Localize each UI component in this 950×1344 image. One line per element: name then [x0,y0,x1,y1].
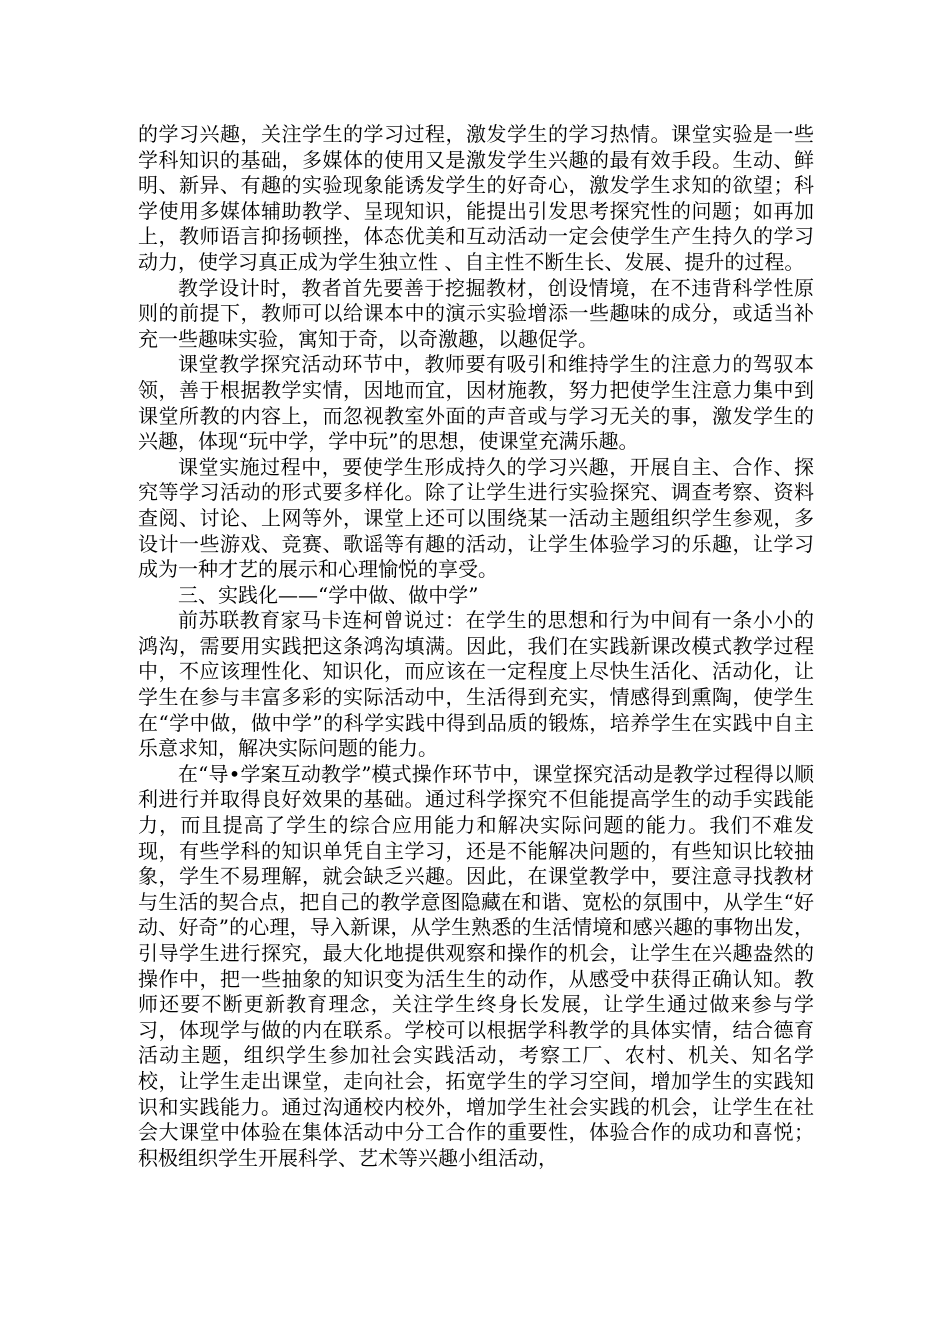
document-body [138,122,814,1171]
paragraph-practice: 前苏联教育家马卡连柯曾说过：在学生的思想和行为中间有一条小小的鸿沟，需要用实践把这条鸿沟填满。因此，我们在实践新课改模式教学过程中，不应该理性化、知识化，而应该在一定程度上尽快生活化、活动化，让学生在参与丰富多彩的实际活动中，生活得到充实，情感得到熏陶，使学生在“学中做，做中学”的科学实践中得到品质的锻炼，培养学生在实践中自主乐意求知，解决实际问题的能力。 [138,608,814,761]
paragraph-inquiry-activity: 课堂教学探究活动环节中，教师要有吸引和维持学生的注意力的驾驭本领，善于根据教学实情，因地而宜，因材施教，努力把使学生注意力集中到课堂所教的内容上，而忽视教室外面的声音或与学习无关的事，激发学生的兴趣，体现“玩中学，学中玩”的思想，使课堂充满乐趣。 [138,352,814,454]
paragraph-continuation: 的学习兴趣，关注学生的学习过程，激发学生的学习热情。课堂实验是一些学科知识的基础，多媒体的使用又是激发学生兴趣的最有效手段。生动、鲜明、新异、有趣的实验现象能诱发学生的好奇心，激发学生求知的欲望；科学使用多媒体辅助教学、呈现知识，能提出引发思考探究性的问题；如再加上，教师语言抑扬顿挫，体态优美和互动活动一定会使学生产生持久的学习动力，使学习真正成为学生独立性 、自主性不断生长、发展、提升的过程。 [138,122,814,274]
paragraph-implementation: 课堂实施过程中，要使学生形成持久的学习兴趣，开展自主、合作、探究等学习活动的形式要多样化。除了让学生进行实验探究、调查考察、资料查阅、讨论、上网等外，课堂上还可以围绕某一活动主题组织学生参观，多设计一些游戏、竞赛、歌谣等有趣的活动，让学生体验学习的乐趣，让学习成为一种才艺的展示和心理愉悦的享受。 [138,454,814,582]
paragraph-interactive-teaching: 在“导•学案互动教学”模式操作环节中，课堂探究活动是教学过程得以顺利进行并取得良好效果的基础。通过科学探究不但能提高学生的动手实践能力，而且提高了学生的综合应用能力和解决实际问题的能力。我们不难发现，有些学科的知识单凭自主学习，还是不能解决问题的，有些知识比较抽象，学生不易理解，就会缺乏兴趣。因此，在课堂教学中，要注意寻找教材与生活的契合点，把自己的教学意图隐藏在和谐、宽松的氛围中，从学生“好动、好奇”的心理，导入新课，从学生熟悉的生活情境和感兴趣的事物出发，引导学生进行探究，最大化地提供观察和操作的机会，让学生在兴趣盎然的操作中，把一些抽象的知识变为活生生的动作，从感受中获得正确认知。教师还要不断更新教育理念，关注学生终身长发展，让学生通过做来参与学习，体现学与做的内在联系。学校可以根据学科教学的具体实情，结合德育活动主题，组织学生参加社会实践活动，考察工厂、农村、机关、知名学校，让学生走出课堂，走向社会，拓宽学生的学习空间，增加学生的实践知识和实践能力。通过沟通校内校外，增加学生社会实践的机会，让学生在社会大课堂中体验在集体活动中分工合作的重要性，体验合作的成功和喜悦；积极组织学生开展科学、艺术等兴趣小组活动， [138,761,814,1170]
paragraph-teaching-design: 教学设计时，教者首先要善于挖掘教材，创设情境，在不违背科学性原则的前提下，教师可以给课本中的演示实验增添一些趣味的成分，或适当补充一些趣味实验，寓知于奇，以奇激趣，以趣促学。 [138,275,814,351]
section-heading: 三、实践化——“学中做、做中学” [178,582,479,607]
